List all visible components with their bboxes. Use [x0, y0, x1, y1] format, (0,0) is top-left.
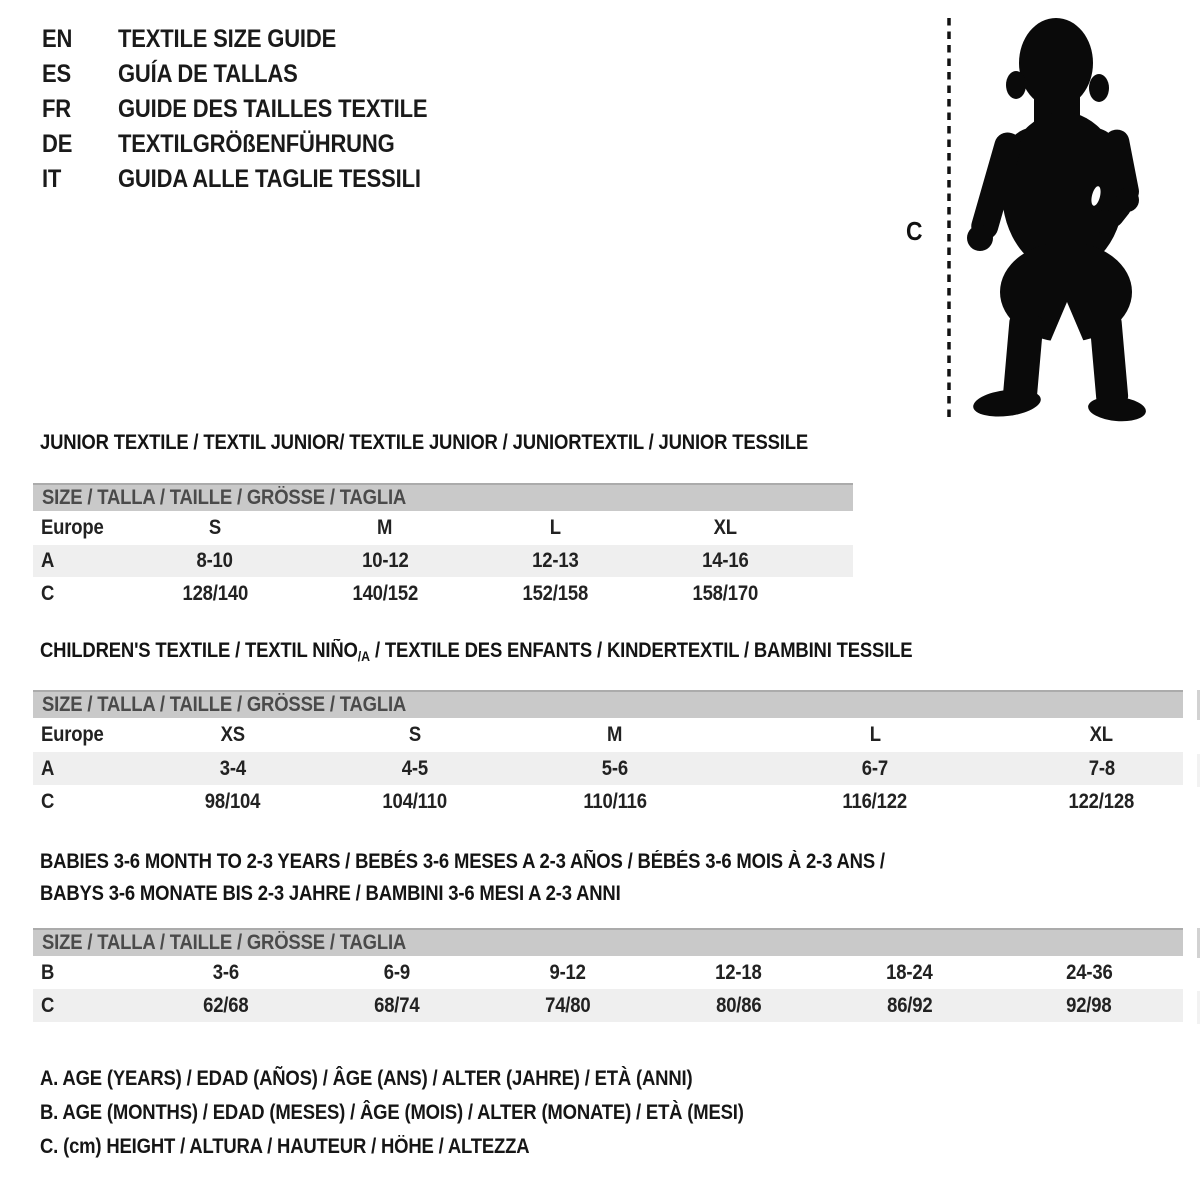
legend-line-c: C. (cm) HEIGHT / ALTURA / HAUTEUR / HÖHE / ALTEZZA	[40, 1135, 530, 1158]
toddler-silhouette	[880, 0, 1200, 430]
lang-label: TEXTILE SIZE GUIDE	[118, 25, 337, 53]
table-header-row	[33, 511, 853, 545]
lang-code: EN	[42, 25, 73, 53]
value-cell: 74/80	[544, 993, 591, 1017]
size-header-cell: XS	[220, 723, 245, 746]
lang-label: GUIDA ALLE TAGLIE TESSILI	[118, 165, 421, 193]
lang-row-fr	[42, 92, 470, 127]
lang-label: GUIDE DES TAILLES TEXTILE	[118, 95, 428, 123]
value-cell: 68/74	[373, 993, 420, 1017]
nino-a-subscript: /A	[357, 648, 371, 664]
children-section-heading: CHILDREN'S TEXTILE / TEXTIL NIÑO/A / TEXTILE DES ENFANTS / KINDERTEXTIL / BAMBINI TESSILE	[40, 639, 913, 664]
size-bar: SIZE / TALLA / TAILLE / GRÖSSE / TAGLIA	[33, 483, 853, 511]
size-header-cell: XL	[713, 516, 737, 539]
region-header-cell: Europe	[41, 516, 104, 539]
value-cell: 140/152	[352, 582, 418, 605]
legend-line-a: A. AGE (YEARS) / EDAD (AÑOS) / ÂGE (ANS) / ALTER (JAHRE) / ETÀ (ANNI)	[40, 1067, 693, 1090]
value-cell: 152/158	[522, 582, 588, 605]
table-row-height	[33, 785, 1183, 818]
value-cell: 12-18	[715, 960, 762, 984]
row-label-cell: B	[41, 960, 55, 984]
lang-code: DE	[42, 130, 73, 158]
height-measure-label: C	[906, 216, 923, 246]
table-header-row	[33, 718, 1183, 752]
lang-code: IT	[42, 165, 62, 193]
value-cell: 128/140	[182, 582, 248, 605]
children-size-table	[33, 690, 1183, 818]
value-cell: 62/68	[202, 993, 249, 1017]
table-row-age	[33, 545, 853, 577]
language-list	[42, 22, 470, 197]
value-cell: 6-7	[861, 756, 889, 780]
size-bar: SIZE / TALLA / TAILLE / GRÖSSE / TAGLIA	[33, 928, 1183, 956]
head	[1019, 18, 1093, 108]
lang-label: TEXTILGRÖßENFÜHRUNG	[118, 130, 395, 158]
size-header-cell: M	[607, 723, 623, 746]
row-label-cell: C	[41, 993, 55, 1017]
table-row-age-months	[33, 956, 1183, 989]
row-label-cell: A	[41, 756, 55, 780]
babies-size-table	[33, 928, 1183, 1022]
value-cell: 6-9	[383, 960, 410, 984]
legend	[40, 1062, 840, 1164]
size-header-cell: S	[208, 516, 222, 539]
value-cell: 18-24	[886, 960, 933, 984]
legend-line-b: B. AGE (MONTHS) / EDAD (MESES) / ÂGE (MOIS) / ALTER (MONATE) / ETÀ (MESI)	[40, 1101, 744, 1124]
value-cell: 5-6	[601, 756, 629, 780]
value-cell: 24-36	[1065, 960, 1113, 984]
value-cell: 122/128	[1068, 789, 1135, 813]
babies-heading-line1: BABIES 3-6 MONTH TO 2-3 YEARS / BEBÉS 3-6 MESES A 2-3 AÑOS / BÉBÉS 3-6 MOIS À 2-3 ANS /	[40, 850, 885, 873]
row-label-cell: C	[41, 789, 55, 813]
size-header-cell: L	[869, 723, 881, 746]
region-header-cell: Europe	[41, 723, 104, 746]
lang-code: ES	[42, 60, 71, 88]
row-label-cell: A	[41, 549, 55, 572]
table-row-height	[33, 577, 853, 611]
row-label-cell: C	[41, 582, 55, 605]
babies-heading-line2: BABYS 3-6 MONATE BIS 2-3 JAHRE / BAMBINI 3-6 MESI A 2-3 ANNI	[40, 882, 621, 905]
value-cell: 14-16	[701, 549, 749, 572]
value-cell: 4-5	[401, 756, 429, 780]
table-row-age	[33, 752, 1183, 785]
babies-section-heading	[40, 846, 1000, 910]
value-cell: 10-12	[361, 549, 409, 572]
lang-row-it	[42, 162, 470, 197]
lang-code: FR	[42, 95, 71, 123]
junior-size-table	[33, 483, 853, 611]
value-cell: 98/104	[204, 789, 261, 813]
size-header-cell: S	[408, 723, 422, 746]
value-cell: 12-13	[531, 549, 579, 572]
lang-row-es	[42, 57, 470, 92]
lang-label: GUÍA DE TALLAS	[118, 60, 298, 88]
lang-row-de	[42, 127, 470, 162]
value-cell: 3-6	[212, 960, 239, 984]
value-cell: 92/98	[1066, 993, 1112, 1017]
size-bar: SIZE / TALLA / TAILLE / GRÖSSE / TAGLIA	[33, 690, 1183, 718]
value-cell: 8-10	[196, 549, 234, 572]
value-cell: 110/116	[583, 789, 647, 813]
size-header-cell: M	[377, 516, 393, 539]
value-cell: 104/110	[382, 789, 448, 813]
junior-section-heading: JUNIOR TEXTILE / TEXTIL JUNIOR/ TEXTILE JUNIOR / JUNIORTEXTIL / JUNIOR TESSILE	[40, 431, 809, 454]
value-cell: 86/92	[886, 993, 933, 1017]
table-row-height	[33, 989, 1183, 1022]
value-cell: 3-4	[219, 756, 246, 780]
value-cell: 7-8	[1088, 756, 1115, 780]
lang-row-en	[42, 22, 470, 57]
value-cell: 158/170	[692, 582, 758, 605]
size-header-cell: L	[549, 516, 561, 539]
size-header-cell: XL	[1089, 723, 1114, 746]
value-cell: 9-12	[549, 960, 586, 984]
value-cell: 116/122	[842, 789, 908, 813]
value-cell: 80/86	[715, 993, 762, 1017]
